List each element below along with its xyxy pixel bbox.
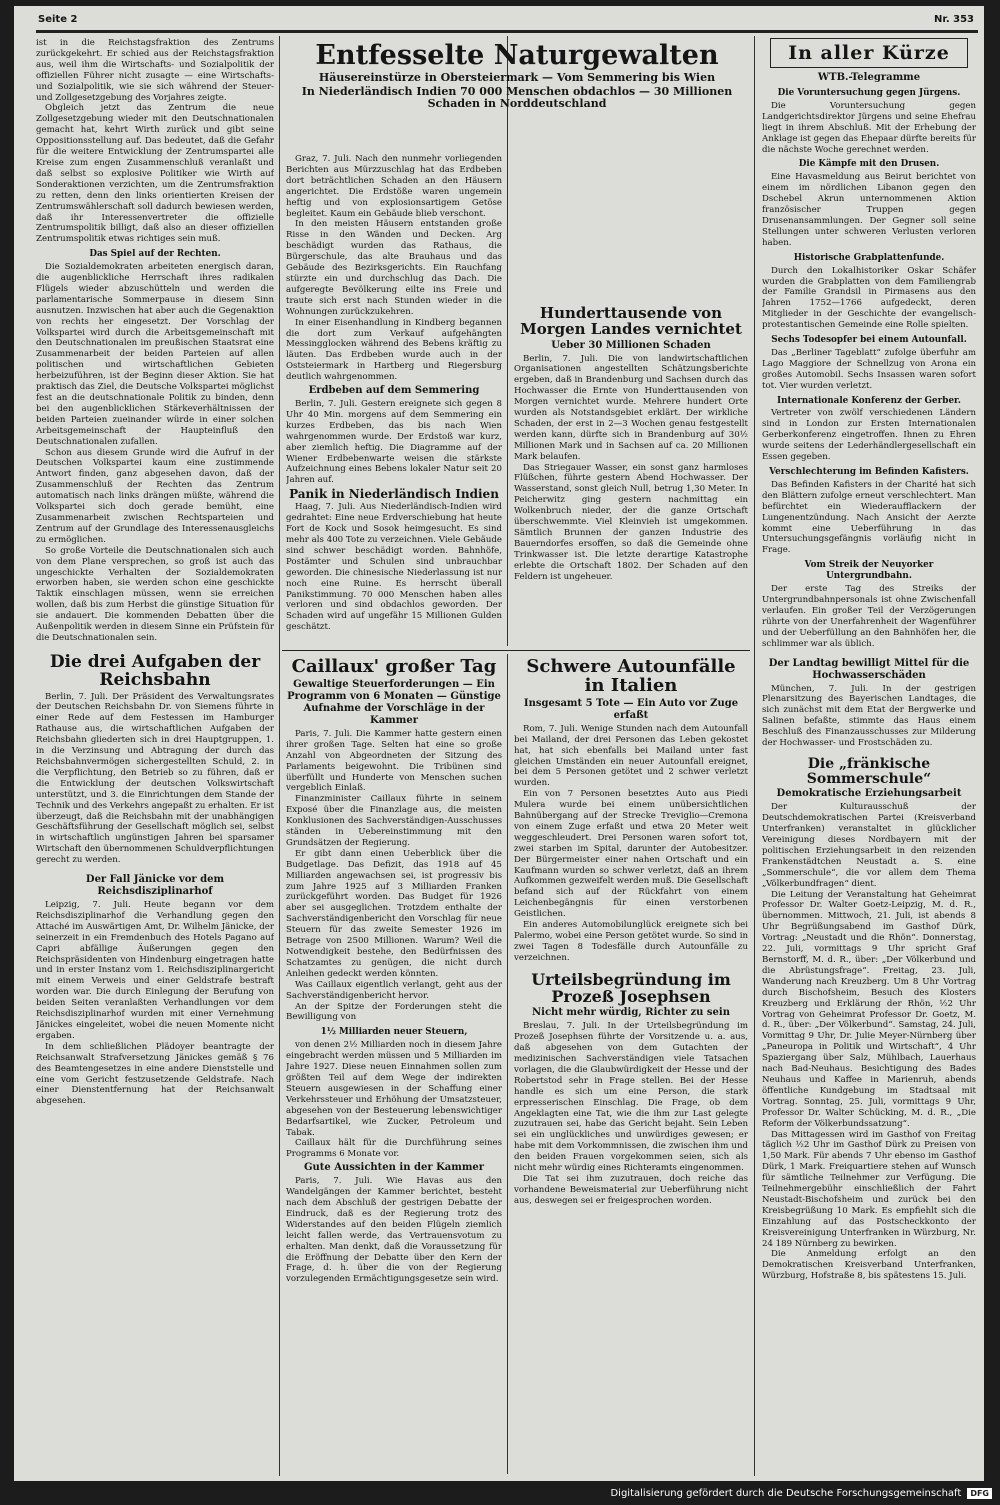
article-paragraph: Caillaux hält für die Durchführung seines Programms 6 Monate vor. [286, 1138, 502, 1160]
article-paragraph: Ein anderes Automobilunglück ereignete sich bei Palermo, wobei eine Person getötet wurde. So sind in zwei Tagen 8 Todesfälle durch Autounfälle zu verzeichnen. [514, 920, 748, 963]
section-heading: Das Spiel auf der Rechten. [89, 249, 221, 260]
headline-jaenicke: Der Fall Jänicke vor dem Reichsdisziplinarhof [85, 874, 225, 898]
brief-heading: Verschlechterung im Befinden Kafisters. [769, 467, 969, 477]
brief-text: Die Voruntersuchung gegen Landgerichtsdirektor Jürgens und seine Ehefrau liegt in ihrem Abschluß. Mit der Erhebung der Anklage ist gegen das Ehepaar dürfte bereits für die nächste Woche gerechnet werden. [762, 100, 976, 155]
column-politics [36, 38, 274, 1474]
highlight-line: 1½ Milliarden neuer Steuern, [320, 1027, 468, 1038]
brief-text: Die Leitung der Veranstaltung hat Geheimrat Professor Dr. Walter Goetz-Leipzig, M. d. R., übernommen. Mittwoch, 21. Juli, ist abends 8 Uhr Begrüßungsabend im Gasthof Dürk, Vortrag: „Neustadt und die Rhön“. Donnerstag, 22. Juli, vormittags 9 Uhr spricht Graf Bernstorff, M. d. R., über: „Der Völkerbund und die Abrüstungsfrage“. Freitag, 23. Juli, Wanderung nach Kreuzberg. Um 8 Uhr Vortrag durch Bischofsheim, Besuch des Klosters Kreuzberg und Erklärung der Rhön, ½2 Uhr Vortrag von Geheimrat Professor Dr. Goetz, M. d. R., über: „Der Völkerbund“. Samstag, 24. Juli, Vormittag 9 Uhr, Dr. Julie Meyer-Nürnberg über „Paneuropa in Politik und Wirtschaft“, 4 Uhr Spaziergang über Salz, Mühlbach, Lauerhaus nach Bad-Neuhaus. Besichtigung des Bades Neuhaus und Kaffee in Marienruh, abends öffentliche Kundgebung im Stadtsaal mit Vortrag. Sonntag, 25. Juli, vormittags 9 Uhr, Professor Dr. Walter Schücking, M. d. R., „Die Reform der Völkerbundssatzung“. [762, 889, 976, 1129]
article-paragraph: Paris, 7. Juli. Wie Havas aus den Wandelgängen der Kammer berichtet, besteht nach dem Abschluß der gestrigen Debatte der Eindruck, daß es der Regierung trotz des Widerstandes auf den beiden Flügeln ziemlich leicht fallen werde, das Vertrauensvotum zu erhalten. Man denkt, daß die Voraussetzung für die Eröffnung der Debatte über den Kern der Frage, d. h. über die von der Regierung vorzulegenden Ermächtigungsgesetze sein wird. [286, 1176, 502, 1285]
article-paragraph: Obgleich jetzt das Zentrum die neue Zollgesetzgebung wieder mit den Deutschnationalen gemacht hat, kehrt Wirth zurück und gibt seine Oppositionsstellung auf. Das bedeutet, daß die Gefahr für die weitere Entwicklung der Zentrumspartei alle Kreise zum engen Zusammenschluß veranlaßt und daß selbst so explosive Politiker wie Wirth auf Sonderaktionen verzichten, um die Zentrumsfraktion zu retten, denn den links orientierten Kreisen der Zentrumswählerschaft soll dadurch bewiesen werden, daß ihr Interessenvertreter die offizielle Zentrumspolitik billigt, daß also an dieser offiziellen Zentrumspolitik etwas richtiges sein muß. [36, 103, 274, 245]
brief-heading: Historische Grabplattenfunde. [793, 252, 945, 263]
article-paragraph: In den meisten Häusern entstanden große Risse in den Wänden und Decken. Arg beschädigt wurden das Rathaus, die Bürgerschule, das alte Brauhaus und das Gebäude des Bezirksgerichts. Ein Rauchfang stürzte ein und durchschlug das Dach. Die aufgeregte Bevölkerung eilte ins Freie und traute sich erst nach Stunden wieder in die Wohnungen zurückzukehren. [286, 219, 502, 317]
lead-subheadline: In Niederländisch Indien 70 000 Menschen obdachlos — 30 Millionen Schaden in Norddeutschland [301, 85, 733, 111]
column-divider [754, 36, 755, 1476]
lead-headline-block [286, 36, 748, 151]
brief-text: Der erste Tag des Streiks der Untergrundbahnpersonals ist ohne Zwischenfall verlaufen. Ein großer Teil der Verzögerungen rührte von der Unerfahrenheit der Wagenführer und der Ueberfüllung an den Bahnhöfen her, die schlimmer war als üblich. [762, 584, 976, 649]
subheadline-josephsen: Nicht mehr würdig, Richter zu sein [532, 1007, 730, 1019]
page-number: Seite 2 [38, 14, 78, 25]
headline-caillaux: Caillaux' großer Tag [291, 656, 497, 677]
newspaper-page [14, 6, 984, 1481]
article-paragraph: Die Sozialdemokraten arbeiteten energisch daran, die augenblickliche Herrschaft ihres radikalen Flügels wieder abzuschütteln und werden die parlamentarische Sommerpause in diesem Sinn ausnutzen. Inzwischen hat aber auch die Gegenaktion von rechts her eingesetzt. Der Vorschlag der Volkspartei wird durch die Arbeitsgemeinschaft mit den Deutschnationalen im preußischen Staatsrat eine Zusammenarbeit der beiden Parteien auf allen politischen und wirtschaftlichen Gebieten herbeizuführen, ist der Beginn dieser Aktion. Sie hat praktisch das Ziel, die Deutsche Volkspartei möglichst fest an die deutschnationale Politik zu binden, denn bei den augenblicklichen Stärkeverhältnissen der beiden Parteien zueinander würde in einer solchen Arbeitsgemeinschaft der Haupteinfluß den Deutschnationalen zufallen. [36, 262, 274, 447]
article-paragraph: Berlin, 7. Juli. Die von landwirtschaftlichen Organisationen angestellten Schätzungsberichte ergeben, daß in Brandenburg und Sachsen durch das Hochwasser die Ernte von Hunderttausenden von Morgen vernichtet wurde. Mehrere hundert Orte wurden als Notstandsgebiet erklärt. Der wirkliche Schaden, der erst in 2—3 Wochen genau festgestellt werden kann, dürfte sich in Brandenburg auf 30½ Millionen Mark und in Sachsen auf ca. 20 Millionen Mark belaufen. [514, 353, 748, 462]
headline-kammer: Gute Aussichten in der Kammer [303, 1162, 485, 1174]
headline-semmering: Erdbeben auf dem Semmering [308, 385, 480, 397]
lead-subheadline: Häusereinstürze in Obersteiermark — Vom Semmering bis Wien [318, 71, 716, 85]
footer-text: Digitalisierung gefördert durch die Deutsche Forschungsgemeinschaft [610, 1488, 962, 1499]
article-paragraph: Berlin, 7. Juli. Gestern ereignete sich gegen 8 Uhr 40 Min. morgens auf dem Semmering ein kurzes Erdbeben, das bis nach Wien wahrgenommen wurde. Der Erdstoß war kurz, aber ziemlich heftig. Die Diagramme auf der Wiener Erdbebenwarte weisen die stärkste Aufzeichnung eines Bebens lokaler Natur seit 20 Jahren auf. [286, 399, 502, 486]
headline-landtag: Der Landtag bewilligt Mittel für die Hochwasserschäden [768, 657, 970, 681]
article-paragraph: Breslau, 7. Juli. In der Urteilsbegründung im Prozeß Josephsen führte der Vorsitzende u. a. aus, daß abgesehen von dem Gutachten der medizinischen Sachverständigen viele Tatsachen vorlagen, die die Glaubwürdigkeit der Hesse und der Robertstod sehr in Frage stellen. Bei der Hesse handle es sich um eine Person, die stark erpresserischen Einschlag. Die Frage, ob dem Angeklagten eine Tat, wie die ihm zur Last gelegte zuzutrauen sei, habe das Gericht bejaht. Sein Leben sei ein unglückliches und unwürdiges gewesen; er habe mit dem Vorkommnissen, die zwischen ihm und den beiden Frauen vorgekommen seien, sich als nicht mehr würdig eines Richteramts eingenommen. [514, 1021, 748, 1174]
brief-heading: Vom Streik der Neuyorker Untergrundbahn. [804, 560, 934, 582]
article-paragraph: Die Tat sei ihm zuzutrauen, doch reiche das vorhandene Beweismaterial zur Ueberführung nicht aus, deswegen sei er freigesprochen worden. [514, 1174, 748, 1206]
headline-reichsbahn: Die drei Aufgaben der Reichsbahn [49, 651, 261, 690]
subheadline-italien: Insgesamt 5 Tote — Ein Auto vor Zuge erfaßt [523, 697, 739, 721]
headline-josephsen: Urteilsbegründung im Prozeß Josephsen [531, 969, 731, 1006]
brief-text: Die Anmeldung erfolgt an den Demokratischen Kreisverband Unterfranken, Würzburg, Hofstraße 8, bis spätestens 15. Juli. [762, 1249, 976, 1282]
brief-text: Das Befinden Kafisters in der Charité hat sich den Blättern zufolge erneut verschlechtert. Man befürchtet ein Wiederaufflackern der Lungenentzündung. Nach Ansicht der Aerzte kommt eine Ueberführung in das Untersuchungsgefängnis vorläufig nicht in Frage. [762, 479, 976, 556]
article-paragraph: von denen 2½ Milliarden noch in diesem Jahre eingebracht werden müssen und 5 Milliarden im Jahre 1927. Diese neuen Einnahmen sollen zum größten Teil auf dem Wege der indirekten Steuern ausgewiesen in der Schaffung einer Verkehrssteuer und Erhöhung der Umsatzsteuer, abgesehen von der Besteuerung lebenswichtiger Bedarfsartikel, wie Zucker, Petroleum und Tabak. [286, 1040, 502, 1138]
issue-number: Nr. 353 [933, 14, 974, 25]
article-paragraph: So große Vorteile die Deutschnationalen sich auch von dem Plane versprechen, so groß ist auch das ungeschickte Verhalten der Sozialdemokraten erworben haben, sie werden schon eine geschickte Taktik einschlagen müssen, wenn sie erreichen wollen, daß bis zum Herbst die günstige Situation für sie andauert. Die kommenden Debatten über die Außenpolitik werden in diesem Sinne ein Prüfstein für die Deutschnationalen sein. [36, 545, 274, 643]
section-box-title: In aller Kürze [770, 38, 968, 68]
lead-headline: Entfesselte Naturgewalten [315, 40, 719, 71]
article-paragraph: An der Spitze der Forderungen steht die Bewilligung von [286, 1001, 502, 1023]
column-divider [507, 654, 508, 1474]
article-paragraph: ist in die Reichstagsfraktion des Zentrums zurückgekehrt. Er schied aus der Reichstagsfraktion aus, weil ihm die Wirtschafts- und Sozialpolitik der offiziellen Führer nicht zusagte — eine Wirtschafts- und Sozialpolitik, wie sie sich während der Steuer- und Zollgesetzgebung des Vorjahres zeigte. [36, 38, 274, 103]
header-rule [36, 30, 978, 33]
article-paragraph: Paris, 7. Juli. Die Kammer hatte gestern einen ihrer großen Tage. Selten hat eine so große Anzahl von Abgeordneten der Sitzung des Parlaments beigewohnt. Die Tribünen sind überfüllt und Hunderte von Menschen suchen vergeblich Einlaß. [286, 728, 502, 794]
brief-text: Durch den Lokalhistoriker Oskar Schäfer wurden die Grabplatten von dem Familiengrab der Familie Grandsil in Pirmasens aus den Jahren 1752—1766 aufgedeckt, deren Mitglieder in der Geschichte der evangelisch-protestantischen Gemeinde eine Rolle spielten. [762, 265, 976, 331]
brief-text: Eine Havasmeldung aus Beirut berichtet von einem im nördlichen Libanon gegen den Dschebel Akrun unternommenen Aktion französischer Truppen gegen Drusenansammlungen. Der Gegner soll seine Stellungen unter schweren Verlusten verloren haben. [762, 172, 976, 248]
article-paragraph: Was Caillaux eigentlich verlangt, geht aus der Sachverständigenbericht hervor. [286, 979, 502, 1001]
article-paragraph: Das Striegauer Wasser, ein sonst ganz harmloses Flüßchen, führte gestern Abend Hochwasser. Der Wasserstand, sonst gleich Null, betrug 1,30 Meter. In Peicherwitz ging gestern nachmittag ein Wolkenbruch nieder, der die ganze Ortschaft überschwemmte. Viel Kleinvieh ist umgekommen. Sämtlich Brunnen der ganzen Industrie des Bauerndorfes ersoffen, so daß die Gemeinde ohne Trinkwasser ist. Die letzte derartige Katastrophe erlebte die Ortschaft 1802. Der Schaden auf den Feldern ist ungeheuer. [514, 462, 748, 582]
column-briefs [762, 38, 976, 1474]
brief-text: Das „Berliner Tageblatt“ zufolge überfuhr am Lago Maggiore der Schnellzug von Arona ein großes Automobil. Sechs Insassen waren sofort tot. Vier wurden verletzt. [762, 347, 976, 391]
brief-text: München, 7. Juli. In der gestrigen Plenarsitzung des Bayerischen Landtages, die sich zunächst mit dem Etat der Bergwerke und Salinen befaßte, stimmte das Haus einem Beschluß des Finanzausschusses zur Milderung der Hochwasser- und Frostschäden zu. [762, 683, 976, 749]
section-rule [282, 650, 750, 651]
brief-heading: Die Voruntersuchung gegen Jürgens. [777, 88, 961, 98]
article-paragraph: In dem schließlichen Plädoyer beantragte der Reichsanwalt Strafversetzung Jänickes gemäß § 76 des Beamtengesetzes in eine andere Dienststelle und eine vom Gericht festzusetzende Geldstrafe. Nach einer Dienstentfernung hat der Reichsanwalt abgesehen. [36, 1041, 274, 1107]
article-paragraph: Rom, 7. Juli. Wenige Stunden nach dem Autounfall bei Mailand, der drei Personen das Leben gekostet hat, hat sich ebenfalls bei Mailand unter fast gleichen Umständen ein neuer Autounfall ereignet, bei dem 5 Personen getötet und 2 schwer verletzt wurden. [514, 723, 748, 789]
brief-text: Der Kulturausschuß der Deutschdemokratischen Partei (Kreisverband Unterfranken) veranstaltet in glücklicher Vereinigung dieses Nordbayern mit der politischen Erziehungsarbeit in den reizenden Frankenstädtchen Neustadt a. S. eine „Sommerschule“, die vor allem dem Thema „Völkerbundfragen“ dient. [762, 802, 976, 889]
column-divider [279, 36, 280, 1476]
headline-hunderttausende: Hunderttausende von Morgen Landes vernichtet [520, 304, 742, 338]
article-paragraph: Er gibt dann einen Ueberblick über die Budgetlage. Das Defizit, das 1918 auf 45 Milliarden angewachsen sei, ist progressiv bis zum Jahre 1925 auf 3 Milliarden Franken zurückgeführt worden. Das Budget für 1926 aber sei ausgeglichen. Trotzdem enthalte der Sachverständigenbericht den Vorschlag für neue Steuern für das zweite Semester 1926 im Betrage von 2500 Millionen. Warum? Weil die Notwendigkeit bestehe, den Bedürfnissen des Schatzamtes zu genügen, die nicht durch Anleihen gedeckt werden könnten. [286, 848, 502, 979]
wtb-heading: WTB.-Telegramme [817, 72, 921, 83]
brief-heading: Sechs Todesopfer bei einem Autounfall. [771, 335, 967, 346]
article-paragraph: Graz, 7. Juli. Nach den nunmehr vorliegenden Berichten aus Mürzzuschlag hat das Erdbeben dort beträchtlichen Schaden an den Häusern angerichtet. Die Erdstöße waren ungemein heftig und von explosionsartigem Getöse begleitet. Kaum ein Gebäude blieb verschont. [286, 154, 502, 219]
subheadline-sommerschule: Demokratische Erziehungsarbeit [776, 788, 962, 800]
column-nature-left [286, 154, 502, 646]
article-paragraph: Berlin, 7. Juli. Der Präsident des Verwaltungsrates der Deutschen Reichsbahn Dr. von Siemens führte in einer Rede auf dem Festessen im Hamburger Rathause aus, die wirtschaftlichen Aufgaben der Reichsbahn gliederten sich in drei Hauptgruppen, 1. in die Verzinsung und Abtragung der durch das Reichsbahnvermögen sichergestellten Schuld, 2. in die Verpflichtung, den Betrieb so zu führen, daß er die Entwicklung der deutschen Volkswirtschaft unterstützt, und 3. die Einrichtungen dem Stande der Technik und des Verkehrs angepaßt zu erhalten. Er ist überzeugt, daß die Reichsbahn mit der unabhängigen Geschäftsführung der Gesellschaft möglich sei, selbst in wirtschaftlich ungünstigen Jahren bei sparsamer Wirtschaft den übernommenen Schuldverpflichtungen gerecht zu werden. [36, 691, 274, 866]
article-paragraph: Finanzminister Caillaux führte in seinem Exposé über die Finanzlage aus, die meisten Konklusionen des Sachverständigen-Ausschusses ständen in Uebereinstimmung mit den Grundsätzen der Regierung. [286, 794, 502, 848]
column-italien [514, 656, 748, 1474]
brief-heading: Internationale Konferenz der Gerber. [777, 395, 961, 406]
headline-sommerschule: Die „fränkische Sommerschule“ [806, 755, 932, 787]
dfg-logo: DFG [967, 1488, 992, 1499]
brief-text: Vertreter von zwölf verschiedenen Ländern sind in London zur Ersten Internationalen Gerberkonferenz eingetroffen. Ihnen zu Ehren wurde seitens der Lederhändlergesellschaft ein Essen gegeben. [762, 408, 976, 463]
headline-panik: Panik in Niederländisch Indien [289, 487, 499, 502]
article-paragraph: In einer Eisenhandlung in Kindberg begannen die dort zum Verkauf aufgehängten Messingglocken während des Bebens kräftig zu läuten. Das Erdbeben wurde auch in der Oststeiermark in Hartberg und Riegersburg deutlich wahrgenommen. [286, 317, 502, 383]
article-paragraph: Schon aus diesem Grunde wird die Aufruf in der Deutschen Volkspartei kaum eine zustimmende Antwort finden, ganz abgesehen davon, daß der Zusammenschluß der Rechten das Zentrum automatisch nach links drängen müßte, während die Volkspartei sich doch gerade bemüht, eine Zusammenarbeit zwischen Rechtsparteien und Zentrum auf der Grundlage des Interessenausgleichs zu ermöglichen. [36, 447, 274, 545]
brief-heading: Die Kämpfe mit den Drusen. [798, 159, 940, 170]
article-paragraph: Leipzig, 7. Juli. Heute begann vor dem Reichsdisziplinarhof die Verhandlung gegen den Attaché im Auswärtigen Amt, Dr. Wilhelm Jänicke, der seinerzeit in ein Fremdenbuch des Hotels Pagano auf Capri abfällige Äußerungen gegen den Reichspräsidenten von Hindenburg eingetragen hatte und in erster Instanz vom 1. Reichsdisziplinargericht mit einem Verweis und einer Geldstrafe bestraft worden war. Die durch Einlegung der Berufung von beiden Seiten veranlaßten Verhandlungen vor dem Reichsdisziplinarhof wurden mit einer Vernehmung Jänickes eingeleitet, wobei die neuen Momente nicht ergaben. [36, 900, 274, 1041]
brief-text: Das Mittagessen wird im Gasthof von Freitag täglich ½2 Uhr im Gasthof Dürk zu Preisen von 1,50 Mark. Für abends 7 Uhr ebenso im Gasthof Dürk, 1 Mark. Freiquartiere stehen auf Wunsch für sämtliche Teilnehmer zur Verfügung. Die Teilnehmergebühr einschließlich der Fahrt Neustadt-Bischofsheim und zurück bei den Kreisbegrüßung 10 Mark. Es empfiehlt sich die Einzahlung auf das Postscheckkonto der Kreisvereinigung Unterfranken in Würzburg, Nr. 24 189 Nürnberg zu bewirken. [762, 1129, 976, 1249]
column-nature-right [514, 154, 748, 646]
article-paragraph: Haag, 7. Juli. Aus Niederländisch-Indien wird gedrahtet: Eine neue Erdverschiebung hat heute Fort de Kock und Sosok heimgesucht. Es sind mehr als 400 Tote zu verzeichnen. Viele Gebäude sind schwer beschädigt worden. Bahnhöfe, Postämter und Schulen sind unbrauchbar geworden. Die chinesische Niederlassung ist nur noch eine Ruine. Es herrscht überall Panikstimmung. 70 000 Menschen haben alles verloren und sind obdachlos geworden. Der Schaden wird auf ungefähr 15 Millionen Gulden geschätzt. [286, 502, 502, 633]
article-paragraph: Ein von 7 Personen besetztes Auto aus Piedi Mulera wurde bei einem unübersichtlichen Bahnübergang auf der Strecke Treviglio—Cremona von einem Zuge erfaßt und etwa 20 Meter weit weggeschleudert. Drei Personen waren sofort tot, zwei starben im Spital, darunter der Autobesitzer. Der Bürgermeister einer nahen Ortschaft und ein Kaufmann wurden so schwer verletzt, daß an ihrem Aufkommen gezweifelt werden muß. Die Gesellschaft befand sich auf der Rückfahrt von einem Leichenbegängnis für einen verstorbenen Geistlichen. [514, 789, 748, 920]
subheadline-schaden: Ueber 30 Millionen Schaden [551, 339, 711, 351]
subheadline-caillaux: Gewaltige Steuerforderungen — Ein Programm von 6 Monaten — Günstige Aufnahme der Vorschläge in der Kammer [287, 678, 501, 726]
column-caillaux [286, 656, 502, 1474]
headline-italien: Schwere Autounfälle in Italien [526, 656, 736, 696]
digitization-footer [610, 1488, 992, 1499]
